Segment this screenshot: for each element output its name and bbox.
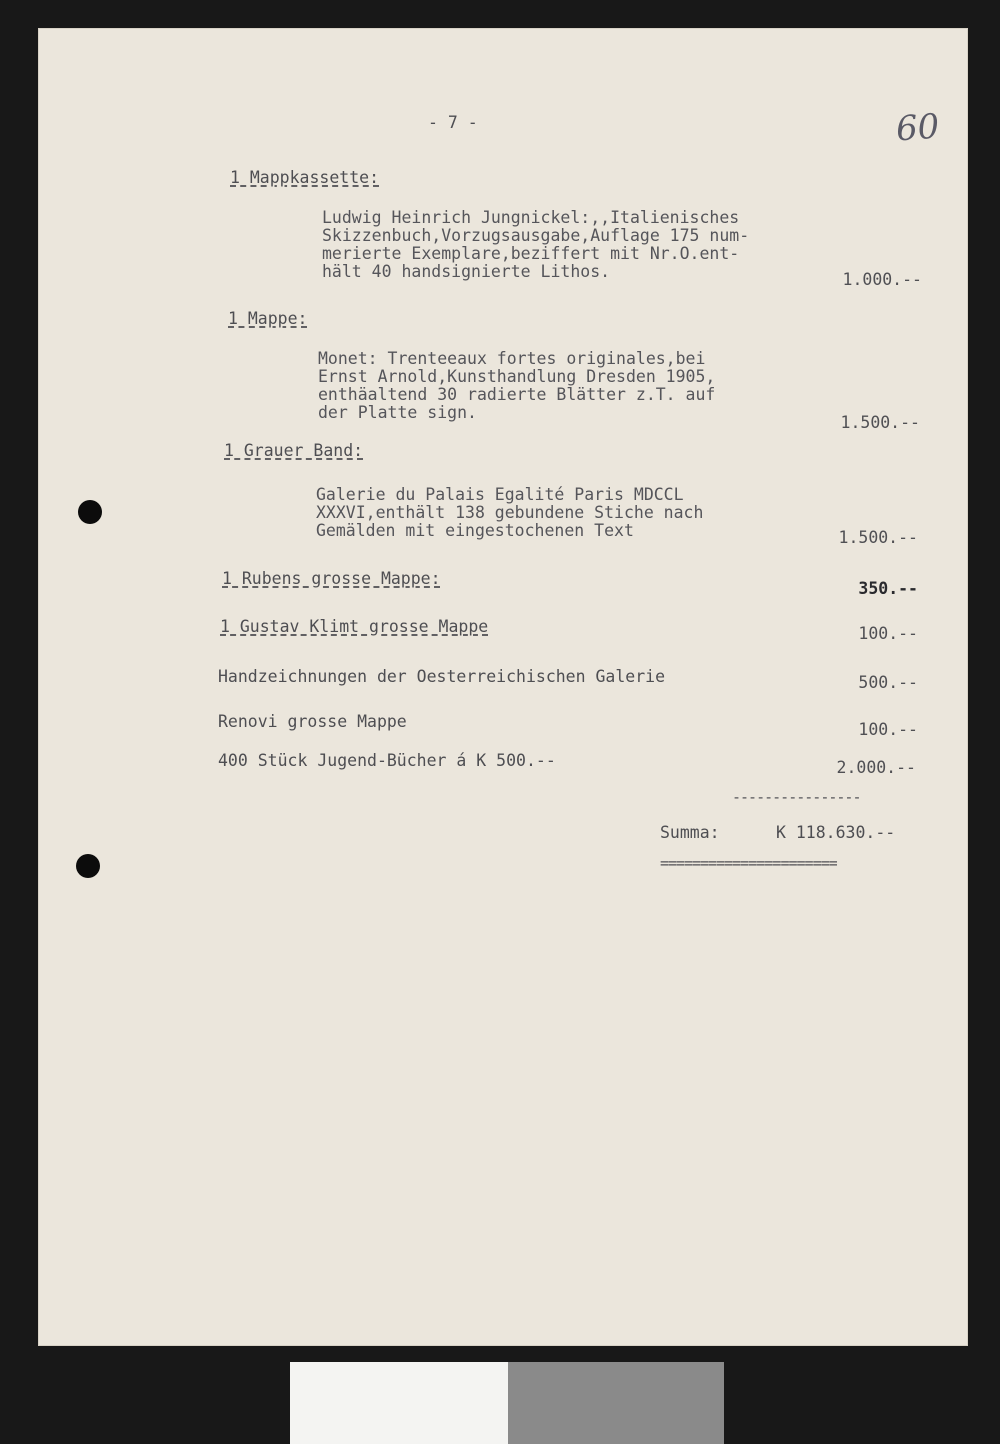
line-renovi-mappe: Renovi grosse Mappe <box>218 712 407 731</box>
entry-heading-grauer-band: 1 Grauer Band: <box>224 441 364 460</box>
amount-renovi-mappe: 100.-- <box>858 720 918 739</box>
description-line: hält 40 handsignierte Lithos. <box>322 262 611 281</box>
description-line: der Platte sign. <box>318 403 477 422</box>
amount-jugend-buecher: 2.000.-- <box>836 758 916 777</box>
description-line: Gemälden mit eingestochenen Text <box>316 521 634 540</box>
entry-amount-grauer-band: 1.500.-- <box>838 528 918 547</box>
entry-description-grauer-band <box>316 486 703 540</box>
entry-heading-mappe: 1 Mappe: <box>228 309 308 328</box>
entry-description-mappe <box>318 350 715 422</box>
description-line: XXXVI,enthält 138 gebundene Stiche nach <box>316 503 704 522</box>
color-calibration-grey-patch <box>508 1362 724 1444</box>
entry-description-mappkassette <box>322 209 749 281</box>
total-label: Summa: <box>660 823 720 842</box>
entry-amount-mappkassette: 1.000.-- <box>842 270 922 289</box>
line-handzeichnungen: Handzeichnungen der Oesterreichischen Galerie <box>218 667 666 686</box>
total-value: K 118.630.-- <box>776 823 896 842</box>
amount-rubens-mappe: 350.-- <box>858 579 918 598</box>
description-line: Skizzenbuch,Vorzugsausgabe,Auflage 175 num- <box>322 226 750 245</box>
description-line: Monet: Trenteeaux fortes originales,bei <box>318 349 706 368</box>
line-jugend-buecher: 400 Stück Jugend-Bücher á K 500.-- <box>218 751 556 770</box>
description-line: Galerie du Palais Egalité Paris MDCCL <box>316 485 684 504</box>
total-double-rule: ====================== <box>660 854 837 872</box>
amount-handzeichnungen: 500.-- <box>858 673 918 692</box>
entry-heading-mappkassette: 1 Mappkassette: <box>230 168 380 187</box>
description-line: Ludwig Heinrich Jungnickel:,,Italienisches <box>322 208 740 227</box>
description-line: enthäaltend 30 radierte Blätter z.T. auf <box>318 385 716 404</box>
line-klimt-mappe: 1 Gustav Klimt grosse Mappe <box>220 617 489 636</box>
description-line: Ernst Arnold,Kunsthandlung Dresden 1905, <box>318 367 716 386</box>
punch-hole-upper <box>78 500 102 524</box>
subtotal-rule: ---------------- <box>732 788 861 806</box>
page-number: - 7 - <box>428 113 478 132</box>
line-rubens-mappe: 1 Rubens grosse Mappe: <box>222 569 441 588</box>
amount-klimt-mappe: 100.-- <box>858 624 918 643</box>
punch-hole-lower <box>76 854 100 878</box>
entry-amount-mappe: 1.500.-- <box>840 413 920 432</box>
color-calibration-white-patch <box>290 1362 508 1444</box>
document-page <box>38 28 968 1346</box>
description-line: merierte Exemplare,beziffert mit Nr.O.ent- <box>322 244 740 263</box>
handwritten-archive-number: 60 <box>894 106 941 150</box>
